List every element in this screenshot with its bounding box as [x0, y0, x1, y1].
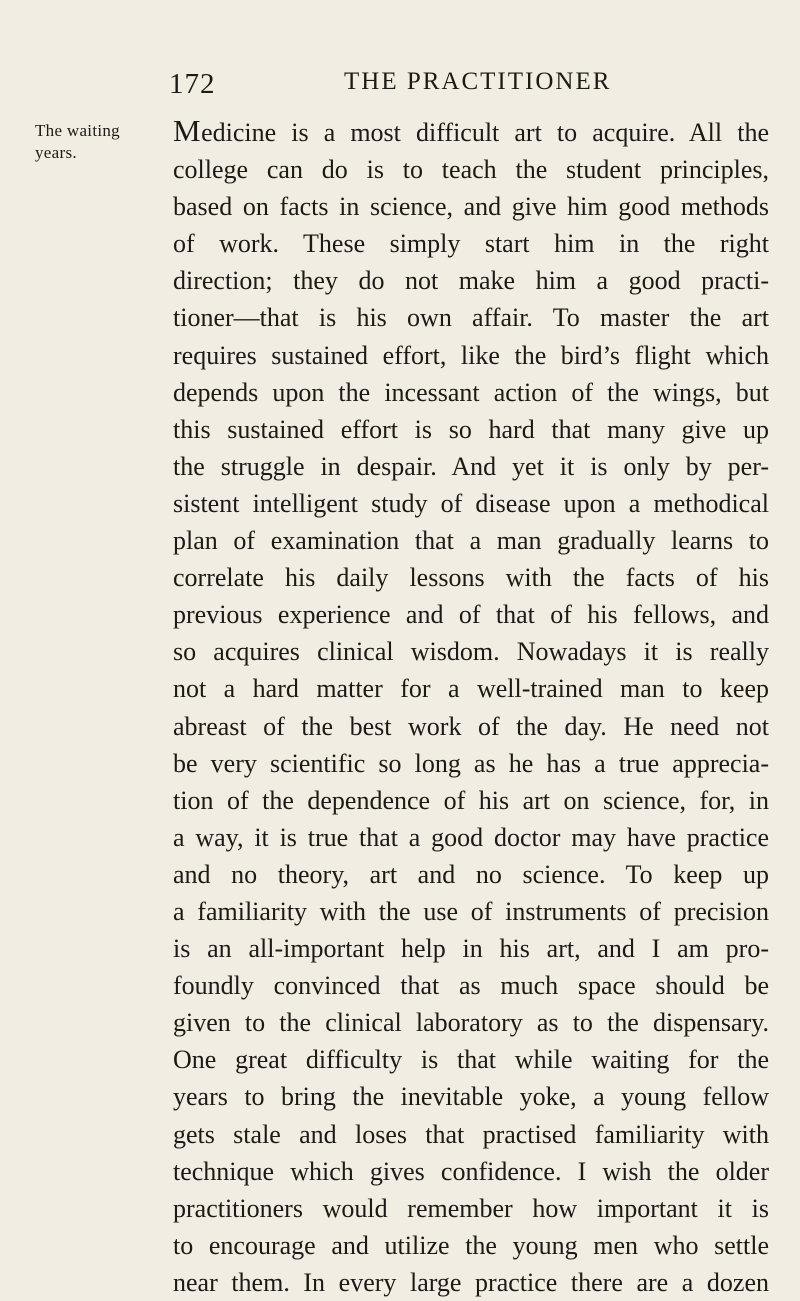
- text-line: practitioners would remember how important it is: [173, 1193, 769, 1223]
- text-line: depends upon the incessant action of the wings, but: [173, 377, 769, 407]
- initial-letter: M: [173, 113, 202, 148]
- text-line: years to bring the inevitable yoke, a young fellow: [173, 1082, 769, 1112]
- text-line: direction; they do not make him a good practi-: [173, 266, 769, 296]
- body-text: [173, 112, 769, 1301]
- text-line: a way, it is true that a good doctor may have practice: [173, 822, 769, 852]
- text-line: based on facts in science, and give him good methods: [173, 192, 769, 222]
- text-line: and no theory, art and no science. To keep up: [173, 859, 769, 889]
- text-line: [173, 112, 769, 151]
- text-line: correlate his daily lessons with the facts of his: [173, 563, 769, 593]
- margin-note-line: years.: [35, 143, 77, 162]
- text-line: not a hard matter for a well-trained man to keep: [173, 674, 769, 704]
- text-line: a familiarity with the use of instruments of precision: [173, 896, 769, 926]
- text-line: tioner—that is his own affair. To master the art: [173, 303, 769, 333]
- text-line: tion of the dependence of his art on science, for, in: [173, 785, 769, 815]
- text-line: to encourage and utilize the young men who settle: [173, 1230, 769, 1260]
- margin-note-line: The waiting: [35, 121, 120, 140]
- text-line: college can do is to teach the student principles,: [173, 155, 769, 185]
- text-line: be very scientific so long as he has a true apprecia-: [173, 748, 769, 778]
- text-line: foundly convinced that as much space should be: [173, 971, 769, 1001]
- text-line: given to the clinical laboratory as to the dispensary.: [173, 1008, 769, 1038]
- first-line-text: edicine is a most difficult art to acquire. All the: [201, 118, 769, 147]
- text-line: gets stale and loses that practised familiarity with: [173, 1119, 769, 1149]
- page-number: 172: [169, 68, 216, 100]
- margin-note: [35, 120, 165, 164]
- text-line: One great difficulty is that while waiting for the: [173, 1045, 769, 1075]
- text-line: previous experience and of that of his fellows, and: [173, 600, 769, 630]
- text-line: technique which gives confidence. I wish the older: [173, 1156, 769, 1186]
- text-line: the struggle in despair. And yet it is only by per-: [173, 451, 769, 481]
- text-line: so acquires clinical wisdom. Nowadays it is really: [173, 637, 769, 667]
- text-line: of work. These simply start him in the right: [173, 229, 769, 259]
- text-line: sistent intelligent study of disease upon a methodical: [173, 488, 769, 518]
- text-line: abreast of the best work of the day. He need not: [173, 711, 769, 741]
- text-line: plan of examination that a man gradually learns to: [173, 526, 769, 556]
- text-line: requires sustained effort, like the bird’s flight which: [173, 340, 769, 370]
- running-title: THE PRACTITIONER: [344, 68, 612, 95]
- text-line: near them. In every large practice there are a dozen: [173, 1267, 769, 1297]
- text-line: is an all-important help in his art, and I am pro-: [173, 934, 769, 964]
- text-line: this sustained effort is so hard that many give up: [173, 414, 769, 444]
- page-header: [0, 68, 800, 108]
